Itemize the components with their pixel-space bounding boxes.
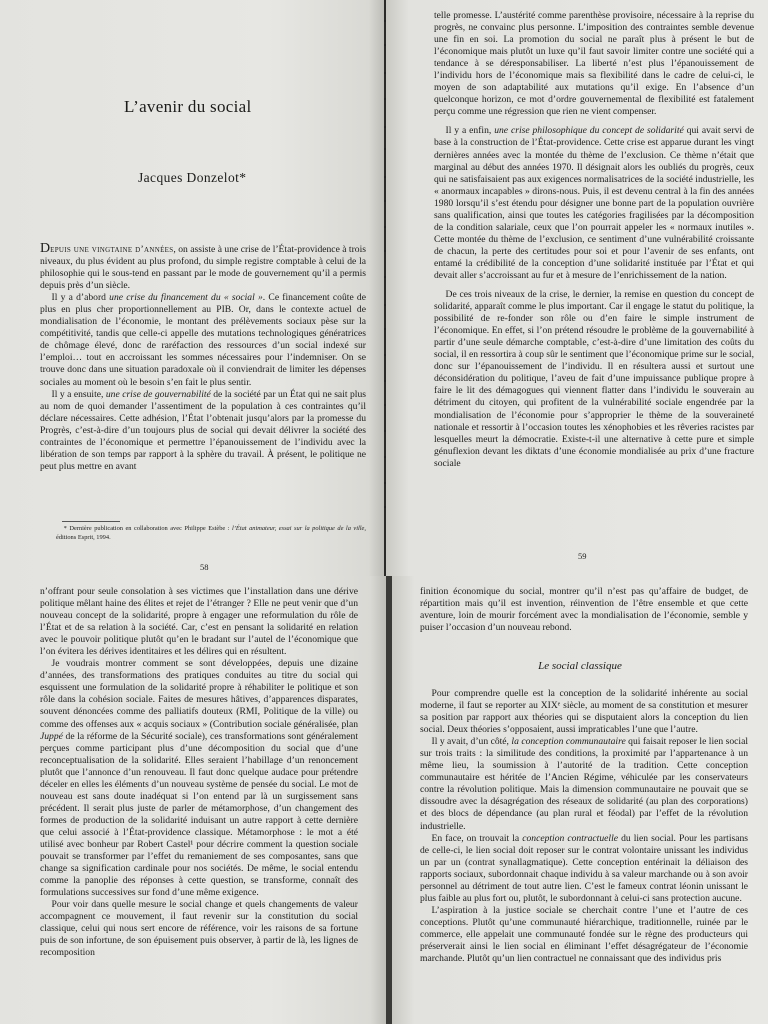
page-60-body [40,586,358,959]
page-59-body [434,10,754,470]
paragraph-text: Il y avait, d’un côté, [431,736,512,748]
footnote-text: , éditions Esprit, 1994. [56,525,366,541]
paragraph: L’aspiration à la justice sociale se cherchait contre l’une et l’autre de ces conceptions. Plutôt qu’une communauté hiérarchique, traditionnelle, ruinée par le commerce, elle appelait une communauté fondée sur le règne des producteurs qui préserverait ainsi le lien social en éliminant l’effet désagrégateur de l’économie marchande. Plutôt qu’un lien contractuel ne connaissant que des individus pris [420,904,748,965]
page-61 [392,576,768,1024]
page-number: 59 [578,551,587,561]
author-name: Jacques Donzelot* [138,170,247,185]
paragraph [420,833,748,905]
paragraph-text: , on assiste à une crise de l’État-providence à trois niveaux, du plus évident au plus profond, du simple registre comptable à celui de la philosophie qui le sous-tend en passant par le mode de gouvernement qu’il a permis depuis près d’un siècle. [40,244,366,292]
paragraph [40,292,366,388]
paragraph: n’offrant pour seule consolation à ses victimes que l’installation dans une dérive politique mêlant haine des élites et rejet de l’étranger ? Elle ne peut venir que d’un nouveau concept de la solidarité, propre à engager une reformulation du rôle de l’État et de sa relation à la société. Car, c’est en pensant la solidarité en relation avec le pouvoir politique plutôt qu’en le bradant sur l’autel de l’économique que l’on évitera les dérives identitaires et les délires qui en résultent. [40,586,358,658]
footnote-rule [62,521,120,522]
page-58-body [40,243,366,473]
emphasis: une crise philosophique du concept de solidarité [494,125,684,137]
emphasis: conception contractuelle [522,832,618,844]
paragraph-text: de la société par un État qui ne sait plus au nom de quoi demander l’assentiment de la population à ces contraintes qu’il déclare nécessaires. Cette adhésion, l’État l’obtenait jusqu’alors par la promesse du Progrès, c’est-à-dire d’un toujours plus de social qui devait délivrer la société des contraintes de l’économique et permettre l’épanouissement de l’individu avec la libération de son temps par rapport à la sphère du travail. À présent, le politique ne peut plus mettre en avant [40,388,366,472]
page-number: 58 [200,562,209,572]
emphasis: Juppé [40,730,63,742]
emphasis: la conception communautaire [511,736,626,748]
paragraph [434,125,754,282]
paragraph-text: En face, on trouvait la [431,832,523,844]
paragraph: Pour voir dans quelle mesure le social change et quels changements de valeur accompagnent ce mouvement, il faut revenir sur la constitution du social classique, celui qui nous sert encore de référence, voir les raisons de sa fortune puis de son infortune, de son épuisement puis observer, à partir de là, les lignes de recomposition [40,899,358,959]
paragraph-text: du lien social. Pour les partisans de celle-ci, le lien social doit reposer sur le contrat volontaire unissant les individus un par un (contrat synallagmatique). Cette conception entérinait la déliaison des rapports sociaux, subordonnait chaque individu à sa valeur marchande ou à son avoir personnel au détriment de tout autre lien. C’est le fameux contrat léonin unissant le plus faible au plus fort ou, plutôt, le subordonnant à celui-ci sans protection aucune. [420,832,749,904]
page-61-body-top [420,586,748,634]
bottom-book-spread [0,576,768,1024]
paragraph-text: Il y a enfin, [445,125,495,137]
paragraph: Pour comprendre quelle est la conception de la solidarité inhérente au social moderne, il faut se reporter au XIXᵉ siècle, au moment de sa constitution et mesurer sa position par rapport aux théories qui se disputaient alors la conception du lien social. Deux théories s’opposaient, aussi impraticables l’une que l’autre. [420,688,748,736]
page-60 [0,576,386,1024]
paragraph: telle promesse. L’austérité comme parenthèse provisoire, nécessaire à la reprise du progrès, ne convainc plus personne. L’imposition des contraintes semble devenue une fin en soi. La promotion du social ne paraît plus à présent le but de l’économique mais plutôt un luxe qu’il faut savoir limiter contre une société qui a tendance à se déresponsabiliser. La liberté n’est plus l’épanouissement de l’individu hors de l’économique mais sa flexibilité dans le cadre de celui-ci, le moyen de son adaptabilité aux mutations qu’il exige. En l’absence d’un quelconque horizon, ce mot d’ordre gouvernemental de flexibilité est fatalement perçu comme une régression que rien ne vient compenser. [434,10,754,118]
footnote-text: * Dernière publication en collaboration avec Philippe Estèbe : [63,525,233,532]
footnote [56,525,366,542]
emphasis: une crise de gouvernabilité [105,388,211,400]
emphasis: une crise du financement du « social » [109,292,263,304]
paragraph [40,243,366,292]
paragraph [420,736,748,832]
paragraph-text: Il y a ensuite, [51,388,106,400]
paragraph-text: qui faisait reposer le lien social sur trois traits : la similitude des conditions, la proximité par l’appartenance à un même lieu, la soumission à l’autorité de la tradition. Cette conception communautaire est héritée de l’Ancien Régime, véhiculée par les conservateurs contre la révolution politique. Mais la dimension communautaire ne pouvait que se dissoudre avec la désagrégation des réseaux de solidarité (au plan des corporations) et des blocs de dépendance (au plan rural et féodal) par l’effet de la révolution industrielle. [420,736,749,832]
section-subtitle: Le social classique [538,660,622,672]
paragraph-text: de la réforme de la Sécurité sociale), ces transformations sont généralement perçues comme participant plus d’une décomposition du social que d’une reconceptualisation de la solidarité. Elles seraient l’habillage d’un renoncement plutôt que l’annonce d’un renouveau. Il faut donc quelque audace pour prétendre déceler en elles les éléments d’un nouveau système de pensée du social. Le mot de nouveau est sans doute inadéquat si l’on entend par là un surgissement sans précédent. Il serait plus juste de parler de métamorphose, d’un changement des formes de production de la solidarité induisant un autre rapport à cette dernière que celui associé à l’État-providence classique. Métamorphose : le mot a été utilisé avec bonheur par Robert Castel¹ pour décrire comment la question sociale pouvait se transformer par l’effet du remaniement de ses composantes, sans que change sa signification cardinale pour nos sociétés. De même, le social entendu comme la panoplie des réponses à cette question, se transforme, connaît des formulations successives sur fond d’une même exigence. [40,730,358,899]
footnote-title: l’État animateur, essai sur la politique de la ville [232,525,365,532]
small-caps-opening: epuis une vingtaine d’années [50,244,174,255]
paragraph-text: qui avait servi de base à la construction de l’État-providence. Cette crise est apparue durant les vingt dernières années avec la montée du thème de l’exclusion. Ce thème n’était que marginal au début des années 1970. Il désignait alors les oubliés du progrès, ceux qui ne satisfaisaient pas aux exigences normalisatrices de la société industrielle, les « anormaux incapables » dirons-nous. Puis, il est devenu central à la fin des années 1980 lorsqu’il s’est étendu pour désigner une bonne part de la population ouvrière sans qualification, ainsi que toutes les catégories fragilisées par la décomposition de la condition salariale, ceux que l’on pourrait appeler les « normaux inutiles ». Cette montée du thème de l’exclusion, ce sentiment d’une vulnérabilité croissante de chacun, la perte des certitudes pour soi et pour l’avenir de ses enfants, ont entamé la crédibilité de la conception d’une solidarité instituée par l’État et qui devait aller s’accroissant au fur et à mesure de l’enrichissement de la nation. [434,125,755,281]
drop-letter: D [40,241,51,256]
chapter-title: L’avenir du social [124,97,252,116]
paragraph [40,389,366,473]
page-58 [0,0,384,576]
page-59 [386,0,768,576]
paragraph [40,658,358,899]
paragraph: De ces trois niveaux de la crise, le dernier, la remise en question du concept de solidarité, apparaît comme le plus important. Car il engage le statut du politique, la possibilité de re-fonder son rôle ou d’en faire le simple instrument de l’économique. En effet, si l’on prétend résoudre le problème de la gouvernabilité à partir d’une seule démarche comptable, c’est-à-dire d’une limitation des coûts du social, il en ressortira à coup sûr le sentiment que l’économique prime sur le social, donc sur l’épanouissement de l’individu. Il en résultera aussi et surtout une déconsidération du politique, l’aveu de fait d’une impuissance publique propre à faire le lit des démagogues qui viennent flatter dans l’individu le souverain au détriment du citoyen, qui profitent de la vulnérabilité sociale engendrée par la mondialisation de l’économie pour s’approprier le thème de la souveraineté nationale et ressortir à l’occasion toutes les xénophobies et les rêveries racistes par lesquelles meurt la démocratie. Existe-t-il une alternative à cette pure et simple génuflexion devant les diktats d’une économie mondialisée au prix d’une fracture sociale [434,289,754,469]
paragraph-text: Il y a d’abord [51,292,110,304]
paragraph: finition économique du social, montrer qu’il n’est pas qu’affaire de budget, de répartition mais qu’il est invention, réinvention de l’être ensemble et que cette aventure, loin de mourir forcément avec la mondialisation de l’économie, semble y puiser l’occasion d’un nouveau rebond. [420,586,748,634]
paragraph-text: Je voudrais montrer comment se sont développées, depuis une dizaine d’années, des transformations des pratiques conduites au titre du social qui esquissent une formulation de la solidarité propre à réhabiliter le politique et son rôle dans la cohésion sociale. Faites de mesures hâtives, d’apparences disparates, souvent dénoncées comme des palliatifs douteux (RMI, Politique de la ville) ou comme des offenses aux « acquis sociaux » (Contribution sociale généralisée, plan [40,658,358,730]
page-61-body [420,688,748,965]
paragraph-text: . Ce financement coûte de plus en plus cher proportionnellement au PIB. Or, dans le contexte actuel de mondialisation de l’économie, le montant des prélèvements sociaux pèse sur la compétitivité, tandis que celle-ci appelle des mutations technologiques génératrices de chômage élevé, donc de raréfaction des ressources d’un social indexé sur l’emploi… tout en accroissant les sommes nécessaires pour l’indemniser. On se trouve donc dans une situation paradoxale où il conviendrait de limiter les dépenses sociales au moment où le besoin s’en fait le plus sentir. [40,292,366,388]
